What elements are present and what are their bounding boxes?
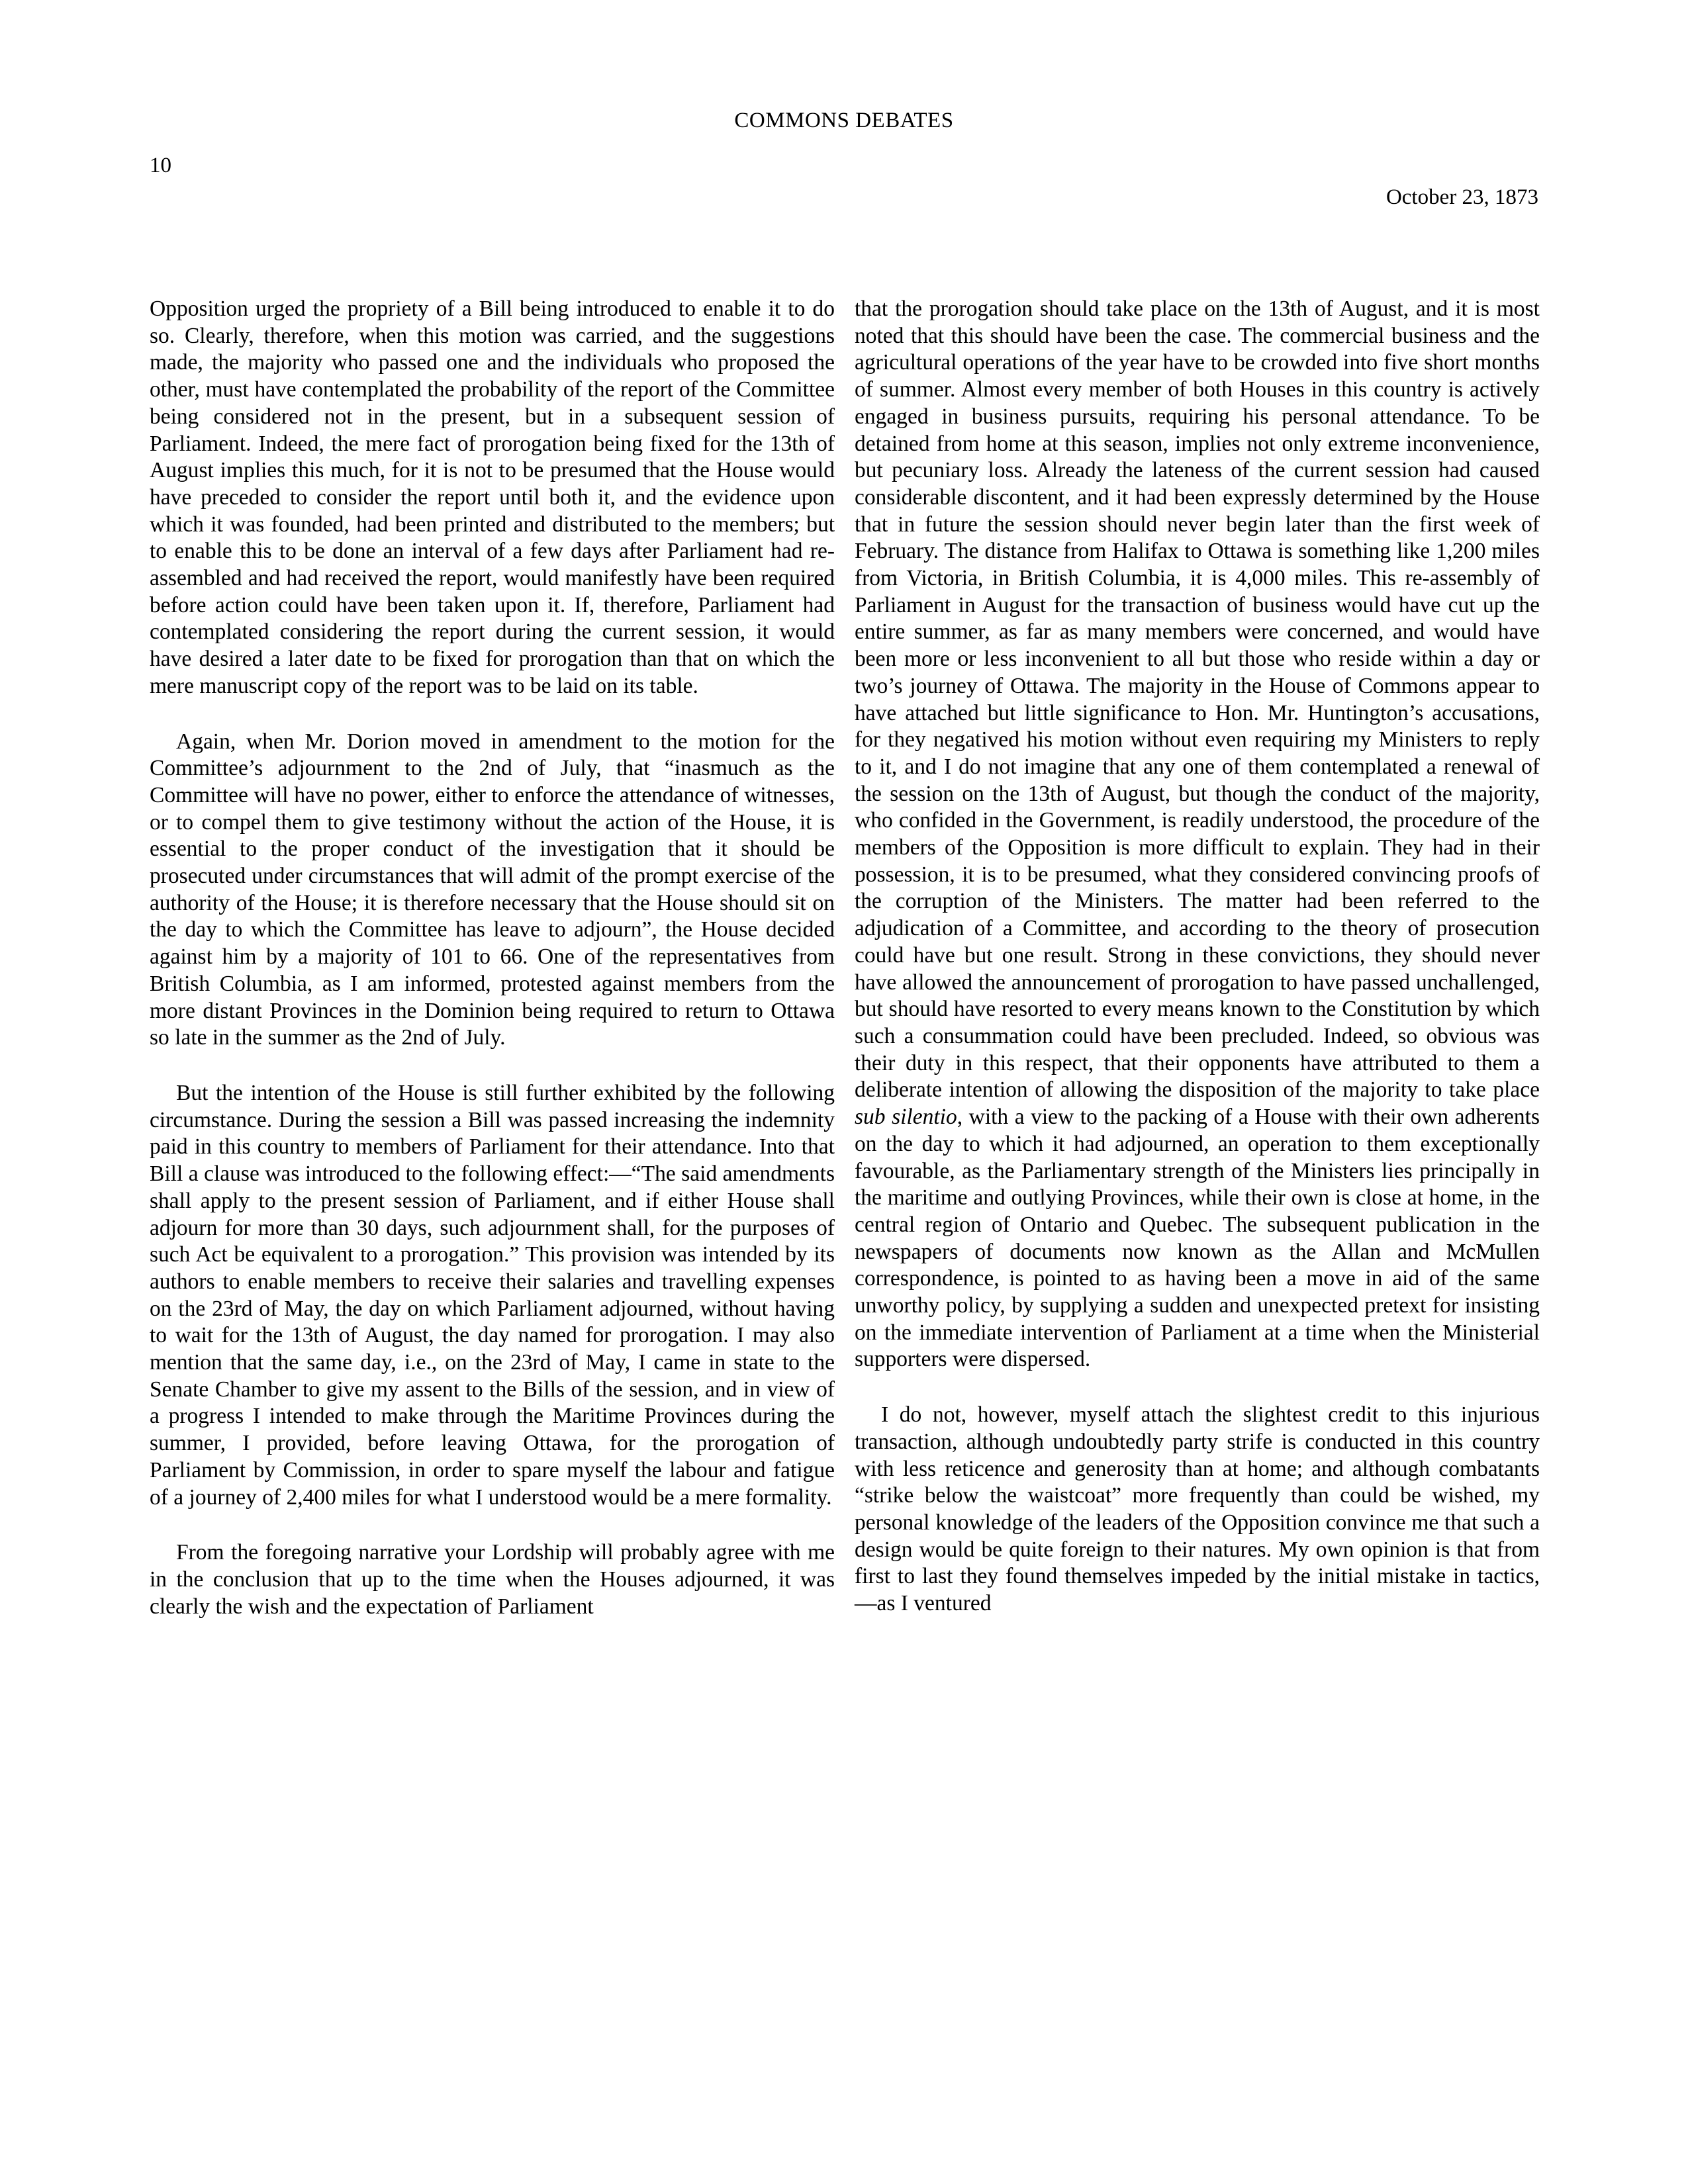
paragraph: From the foregoing narrative your Lordship will probably agree with me in the conclusion that up to the time when the Houses adjourned, it was clearly the wish and the expectation of Parliament <box>150 1540 835 1619</box>
paragraph: I do not, however, myself attach the slightest credit to this injurious transaction, although undoubtedly party strife is conducted in this country with less reticence and generosity than at home; and although combatants “strike below the waistcoat” more frequently than could be wished, my personal knowledge of the leaders of the Opposition convince me that such a design would be quite foreign to their natures. My own opinion is that from first to last they found themselves impeded by the initial mistake in tactics,—as I ventured <box>855 1402 1540 1616</box>
right-column <box>855 296 1540 1617</box>
paragraph: But the intention of the House is still further exhibited by the following circumstance. During the session a Bill was passed increasing the indemnity paid in this country to members of Parliament for their attendance. Into that Bill a clause was introduced to the following effect:—“The said amendments shall apply to the present session of Parliament, and if either House shall adjourn for more than 30 days, such adjournment shall, for the purposes of such Act be equivalent to a prorogation.” This provision was intended by its authors to enable members to receive their salaries and travelling expenses on the 23rd of May, the day on which Parliament adjourned, without having to wait for the 13th of August, the day named for prorogation. I may also mention that the same day, i.e., on the 23rd of May, I came in state to the Senate Chamber to give my assent to the Bills of the session, and in view of a progress I intended to make through the Maritime Provinces during the summer, I provided, before leaving Ottawa, for the prorogation of Parliament by Commission, in order to spare myself the labour and fatigue of a journey of 2,400 miles for what I understood would be a mere formality. <box>150 1080 835 1510</box>
paragraph-text: that the prorogation should take place on the 13th of August, and it is most noted that this should have been the case. The commercial business and the agricultural operations of the year have to be crowded into five short months of summer. Almost every member of both Houses in this country is actively engaged in business pursuits, requiring his personal attendance. To be detained from home at this season, implies not only extreme inconvenience, but pecuniary loss. Already the lateness of the current session had caused considerable discontent, and it had been expressly determined by the House that in future the session should never begin later than the first week of February. The distance from Halifax to Ottawa is something like 1,200 miles from Victoria, in British Columbia, it is 4,000 miles. This re-assembly of Parliament in August for the transaction of business would have cut up the entire summer, as far as many members were concerned, and would have been more or less inconvenient to all but those who reside within a day or two’s journey of Ottawa. The majority in the House of Commons appear to have attached but little significance to Hon. Mr. Huntington’s accusations, for they negatived his motion without even requiring my Ministers to reply to it, and I do not imagine that any one of them contemplated a renewal of the session on the 13th of August, but though the conduct of the majority, who confided in the Government, is readily understood, the procedure of the members of the Opposition is more difficult to explain. They had in their possession, it is to be presumed, what they considered convincing proofs of the corruption of the Ministers. The matter had been referred to the adjudication of a Committee, and according to the theory of prosecution could have but one result. Strong in these convictions, they should never have allowed the announcement of prorogation to have passed unchallenged, but should have resorted to every means known to the Constitution by which such a consummation could have been precluded. Indeed, so obvious was their duty in this respect, that their opponents have attributed to them a deliberate intention of allowing the disposition of the majority to take place <box>855 296 1540 1103</box>
left-column <box>150 296 835 1620</box>
paragraph-text: , with a view to the packing of a House with their own adherents on the day to which it had adjourned, an operation to them exceptionally favourable, as the Parliamentary strength of the Ministers lies principally in the maritime and outlying Provinces, while their own is close at home, in the central region of Ontario and Quebec. The subsequent publication in the newspapers of documents now known as the Allan and McMullen correspondence, is pointed to as having been a move in aid of the same unworthy policy, by supplying a sudden and unexpected pretext for insisting on the immediate intervention of Parliament at a time when the Ministerial supporters were dispersed. <box>855 1105 1540 1372</box>
paragraph: Opposition urged the propriety of a Bill being introduced to enable it to do so. Clearly, therefore, when this motion was carried, and the suggestions made, the majority who passed one and the individuals who proposed the other, must have contemplated the probability of the report of the Committee being considered not in the present, but in a subsequent session of Parliament. Indeed, the mere fact of prorogation being fixed for the 13th of August implies this much, for it is not to be presumed that the House would have preceded to consider the report until both it, and the evidence upon which it was founded, had been printed and distributed to the members; but to enable this to be done an interval of a few days after Parliament had re-assembled and had received the report, would manifestly have been required before action could have been taken upon it. If, therefore, Parliament had contemplated considering the report during the current session, it would have desired a later date to be fixed for prorogation than that on which the mere manuscript copy of the report was to be laid on its table. <box>150 296 835 698</box>
page-number: 10 <box>150 154 171 177</box>
date-line: October 23, 1873 <box>1385 185 1538 209</box>
paragraph: Again, when Mr. Dorion moved in amendment to the motion for the Committee’s adjournment to the 2nd of July, that “inasmuch as the Committee will have no power, either to enforce the attendance of witnesses, or to compel them to give testimony without the action of the House, it is essential to the proper conduct of the investigation that it should be prosecuted under circumstances that will admit of the prompt exercise of the authority of the House; it is therefore necessary that the House should sit on the day to which the Committee has leave to adjourn”, the House decided against him by a majority of 101 to 66. One of the representatives from British Columbia, as I am informed, protested against members from the more distant Provinces in the Dominion being required to return to Ottawa so late in the summer as the 2nd of July. <box>150 729 835 1050</box>
paragraph <box>855 296 1540 1373</box>
italic-phrase: sub silentio <box>855 1105 957 1130</box>
running-head: COMMONS DEBATES <box>734 109 954 132</box>
